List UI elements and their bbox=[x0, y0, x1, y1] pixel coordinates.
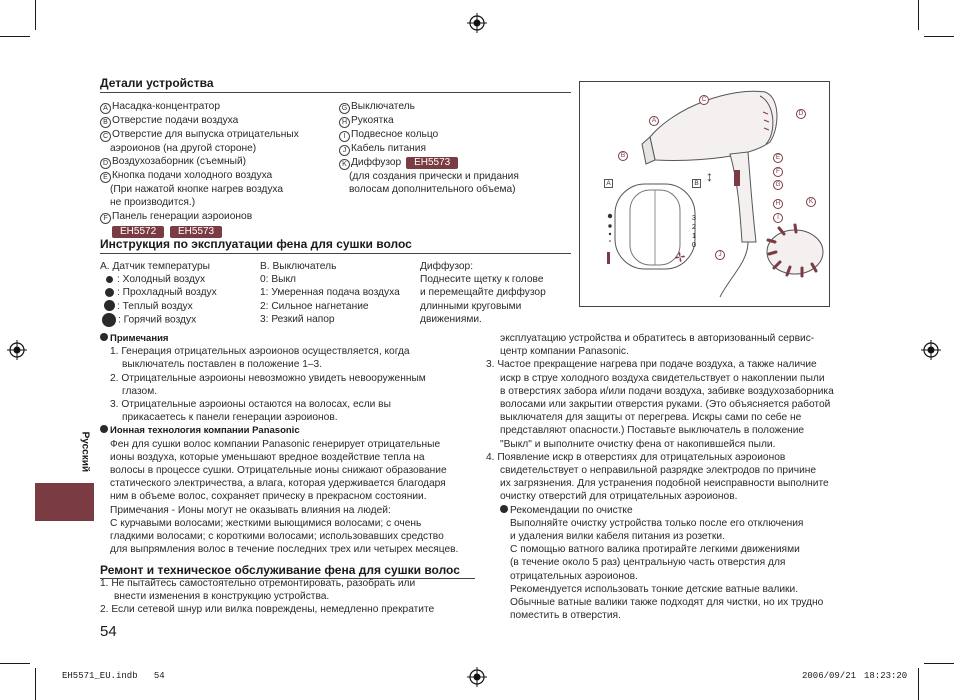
part-item: G Выключатель bbox=[339, 100, 569, 114]
notes-heading: Примечания bbox=[100, 332, 475, 345]
panel-tag-b: B bbox=[692, 179, 701, 188]
marker-e-icon: E bbox=[100, 172, 111, 183]
marker-h-icon: H bbox=[339, 117, 350, 128]
page-number: 54 bbox=[100, 623, 117, 640]
figure-label-d: D bbox=[796, 109, 806, 119]
crop-mark bbox=[35, 668, 36, 700]
bullet-icon bbox=[500, 505, 508, 513]
registration-mark-icon bbox=[7, 340, 27, 360]
parts-right-list bbox=[339, 100, 569, 196]
crop-mark bbox=[35, 0, 36, 30]
part-item: J Кабель питания bbox=[339, 142, 569, 156]
language-tab bbox=[35, 483, 94, 521]
cold-dot-icon bbox=[106, 276, 113, 283]
parts-left-list bbox=[100, 100, 340, 238]
parts-title-rule bbox=[100, 92, 571, 93]
bullet-icon bbox=[100, 333, 108, 341]
marker-c-icon: C bbox=[100, 131, 111, 142]
temp-cool: : Прохладный воздух bbox=[100, 286, 260, 299]
part-item: C Отверстие для выпуска отрицательных bbox=[100, 128, 340, 142]
warm-dot-icon bbox=[104, 300, 115, 311]
diffuser-column: Диффузор: Поднесите щетку к голове и перемещайте диффузор длинными круговыми движениями. bbox=[420, 261, 546, 325]
switch-column: B. Выключатель 0: Выкл 1: Умеренная подача воздуха 2: Сильное нагнетание 3: Резкий напор bbox=[260, 261, 400, 325]
language-tab-label: Русский bbox=[79, 431, 91, 473]
cool-dot-icon bbox=[105, 288, 114, 297]
marker-f-icon: F bbox=[100, 213, 111, 224]
registration-mark-icon bbox=[467, 667, 487, 687]
right-column-text: эксплуатацию устройства и обратитесь в авторизованный сервис- центр компании Panasonic. 3. Частое прекращение нагрева при подаче воздуха, а также наличие искр в струе холодного воздуха свидетельствует о накоплении пыли в отверстиях забора и/или подачи воздуха, забивке воздухозаборника волосами или закрытии отверстия руками. (Это объясняется работой выключателя для защиты от перегрева. Искры сами по себе не представляют опасности.) Поставьте выключатель в положение "Выкл" и выполните очистку фена от накопившейся пыли. 4. Появление искр в отверстиях для отрицательных аэроионов свидетельствует о неправильной разрядке электродов по причине их загрязнения. Для устранения подобной неисправности выполните очистку отверстий для отрицательных аэроионов. Рекомендации по очистке Выполняйте очистку устройства только после его отключения и удаления вилки кабеля питания из розетки. С помощью ватного валика протирайте легкими движениями (в течение около 5 раз) центральную часть отверстия для отрицательных аэроионов. Рекомендуется использовать тонкие детские ватные валики. Обычные ватные валики также подходят для чистки, но их трудно поместить в отверстия. bbox=[486, 332, 866, 622]
parts-title: Детали устройства bbox=[100, 76, 214, 90]
model-badge: EH5573 bbox=[406, 157, 458, 169]
registration-mark-icon bbox=[921, 340, 941, 360]
figure-label-a: A bbox=[649, 116, 659, 126]
part-item: A Насадка-концентратор bbox=[100, 100, 340, 114]
footer-file: EH5571_EU.indb 54 bbox=[62, 671, 165, 681]
model-badges bbox=[100, 225, 340, 238]
figure-label-k: K bbox=[806, 197, 816, 207]
temperature-column: A. Датчик температуры : Холодный воздух : Прохладный воздух : Теплый воздух : Горячий воздух bbox=[100, 260, 260, 327]
part-item: I Подвесное кольцо bbox=[339, 128, 569, 142]
instructions-title-rule bbox=[100, 253, 571, 254]
part-item: E Кнопка подачи холодного воздуха bbox=[100, 169, 340, 183]
marker-k-icon: K bbox=[339, 159, 350, 170]
marker-a-icon: A bbox=[100, 103, 111, 114]
repair-block: 1. Не пытайтесь самостоятельно отремонтировать, разобрать или внести изменения в конструкцию устройства. 2. Если сетевой шнур или вилка повреждены, немедленно прекратите bbox=[100, 578, 435, 616]
recommendations-heading: Рекомендации по очистке bbox=[486, 504, 866, 517]
part-item: K Диффузор EH5573 bbox=[339, 156, 569, 170]
adjust-arrow-icon: ↕ bbox=[706, 168, 713, 184]
crop-mark bbox=[918, 0, 919, 30]
model-badge: EH5572 bbox=[112, 226, 164, 238]
temp-warm: : Теплый воздух bbox=[100, 300, 260, 313]
figure-label-i: I bbox=[773, 213, 783, 223]
figure-label-g: G bbox=[773, 180, 783, 190]
instructions-title: Инструкция по эксплуатации фена для сушки волос bbox=[100, 237, 412, 251]
marker-g-icon: G bbox=[339, 103, 350, 114]
figure-label-h: H bbox=[773, 199, 783, 209]
ion-heading: Ионная технология компании Panasonic bbox=[100, 424, 475, 437]
part-item-continuation: волосам дополнительного объема) bbox=[349, 184, 516, 196]
marker-b-icon: B bbox=[100, 117, 111, 128]
switch-marks: 3 2 1 0 bbox=[691, 213, 697, 249]
figure-label-b: B bbox=[618, 151, 628, 161]
part-item-continuation: не производится.) bbox=[110, 197, 196, 209]
crop-mark bbox=[924, 36, 954, 37]
marker-j-icon: J bbox=[339, 145, 350, 156]
marker-d-icon: D bbox=[100, 158, 111, 169]
part-item-continuation: (При нажатой кнопке нагрев воздуха bbox=[110, 184, 284, 196]
figure-label-c: C bbox=[699, 95, 709, 105]
marker-i-icon: I bbox=[339, 131, 350, 142]
temp-hot: : Горячий воздух bbox=[100, 313, 260, 327]
hot-dot-icon bbox=[102, 313, 116, 327]
footer-date: 2006/09/21 bbox=[802, 671, 857, 681]
part-item: D Воздухозаборник (съемный) bbox=[100, 155, 340, 169]
crop-mark bbox=[924, 663, 954, 664]
part-item: H Рукоятка bbox=[339, 114, 569, 128]
part-item: B Отверстие подачи воздуха bbox=[100, 114, 340, 128]
figure-label-f: F bbox=[773, 167, 783, 177]
part-item: F Панель генерации аэроионов bbox=[100, 210, 340, 224]
bullet-icon bbox=[100, 425, 108, 433]
crop-mark bbox=[0, 663, 30, 664]
figure-label-j: J bbox=[715, 250, 725, 260]
temp-cold: : Холодный воздух bbox=[100, 273, 260, 286]
hairdryer-figure bbox=[579, 81, 830, 307]
figure-label-e: E bbox=[773, 153, 783, 163]
model-badge: EH5573 bbox=[170, 226, 222, 238]
crop-mark bbox=[0, 36, 30, 37]
repair-title: Ремонт и техническое обслуживание фена для сушки волос bbox=[100, 563, 460, 577]
part-item-continuation: аэроионов (на другой стороне) bbox=[110, 143, 257, 154]
crop-mark bbox=[918, 668, 919, 700]
registration-mark-icon bbox=[467, 13, 487, 33]
part-item-continuation: (для создания прически и придания bbox=[349, 171, 519, 182]
notes-block: Примечания 1. Генерация отрицательных аэроионов осуществляется, когда выключатель поставлен в положение 1–3. 2. Отрицательные аэроионы невозможно увидеть невооруженным глазом. 3. Отрицательные аэроионы остаются на волосах, если вы прикасаетесь к панели генерации аэроионов. Ионная технология компании Panasonic Фен для сушки волос компании Panasonic генерирует отрицательные ионы воздуха, которые уменьшают вредное воздействие тепла на волосы в процессе сушки. Отрицательные ионы снижают образование статического электричества, а влага, которая удерживается благодаря ним в объеме волос, сохраняет прическу в прекрасном состоянии. Примечания - Ионы могут не оказывать влияния на людей: С курчавыми волосами; жесткими выющимися волосами; с очень гладкими волосами; с короткими волосами; использовавших средство для выпрямления волос в течение последних трех или четырех месяцев. bbox=[100, 332, 475, 556]
hairdryer-illustration bbox=[580, 82, 830, 307]
footer-time: 18:23:20 bbox=[864, 671, 908, 681]
panel-tag-a: A bbox=[604, 179, 613, 188]
